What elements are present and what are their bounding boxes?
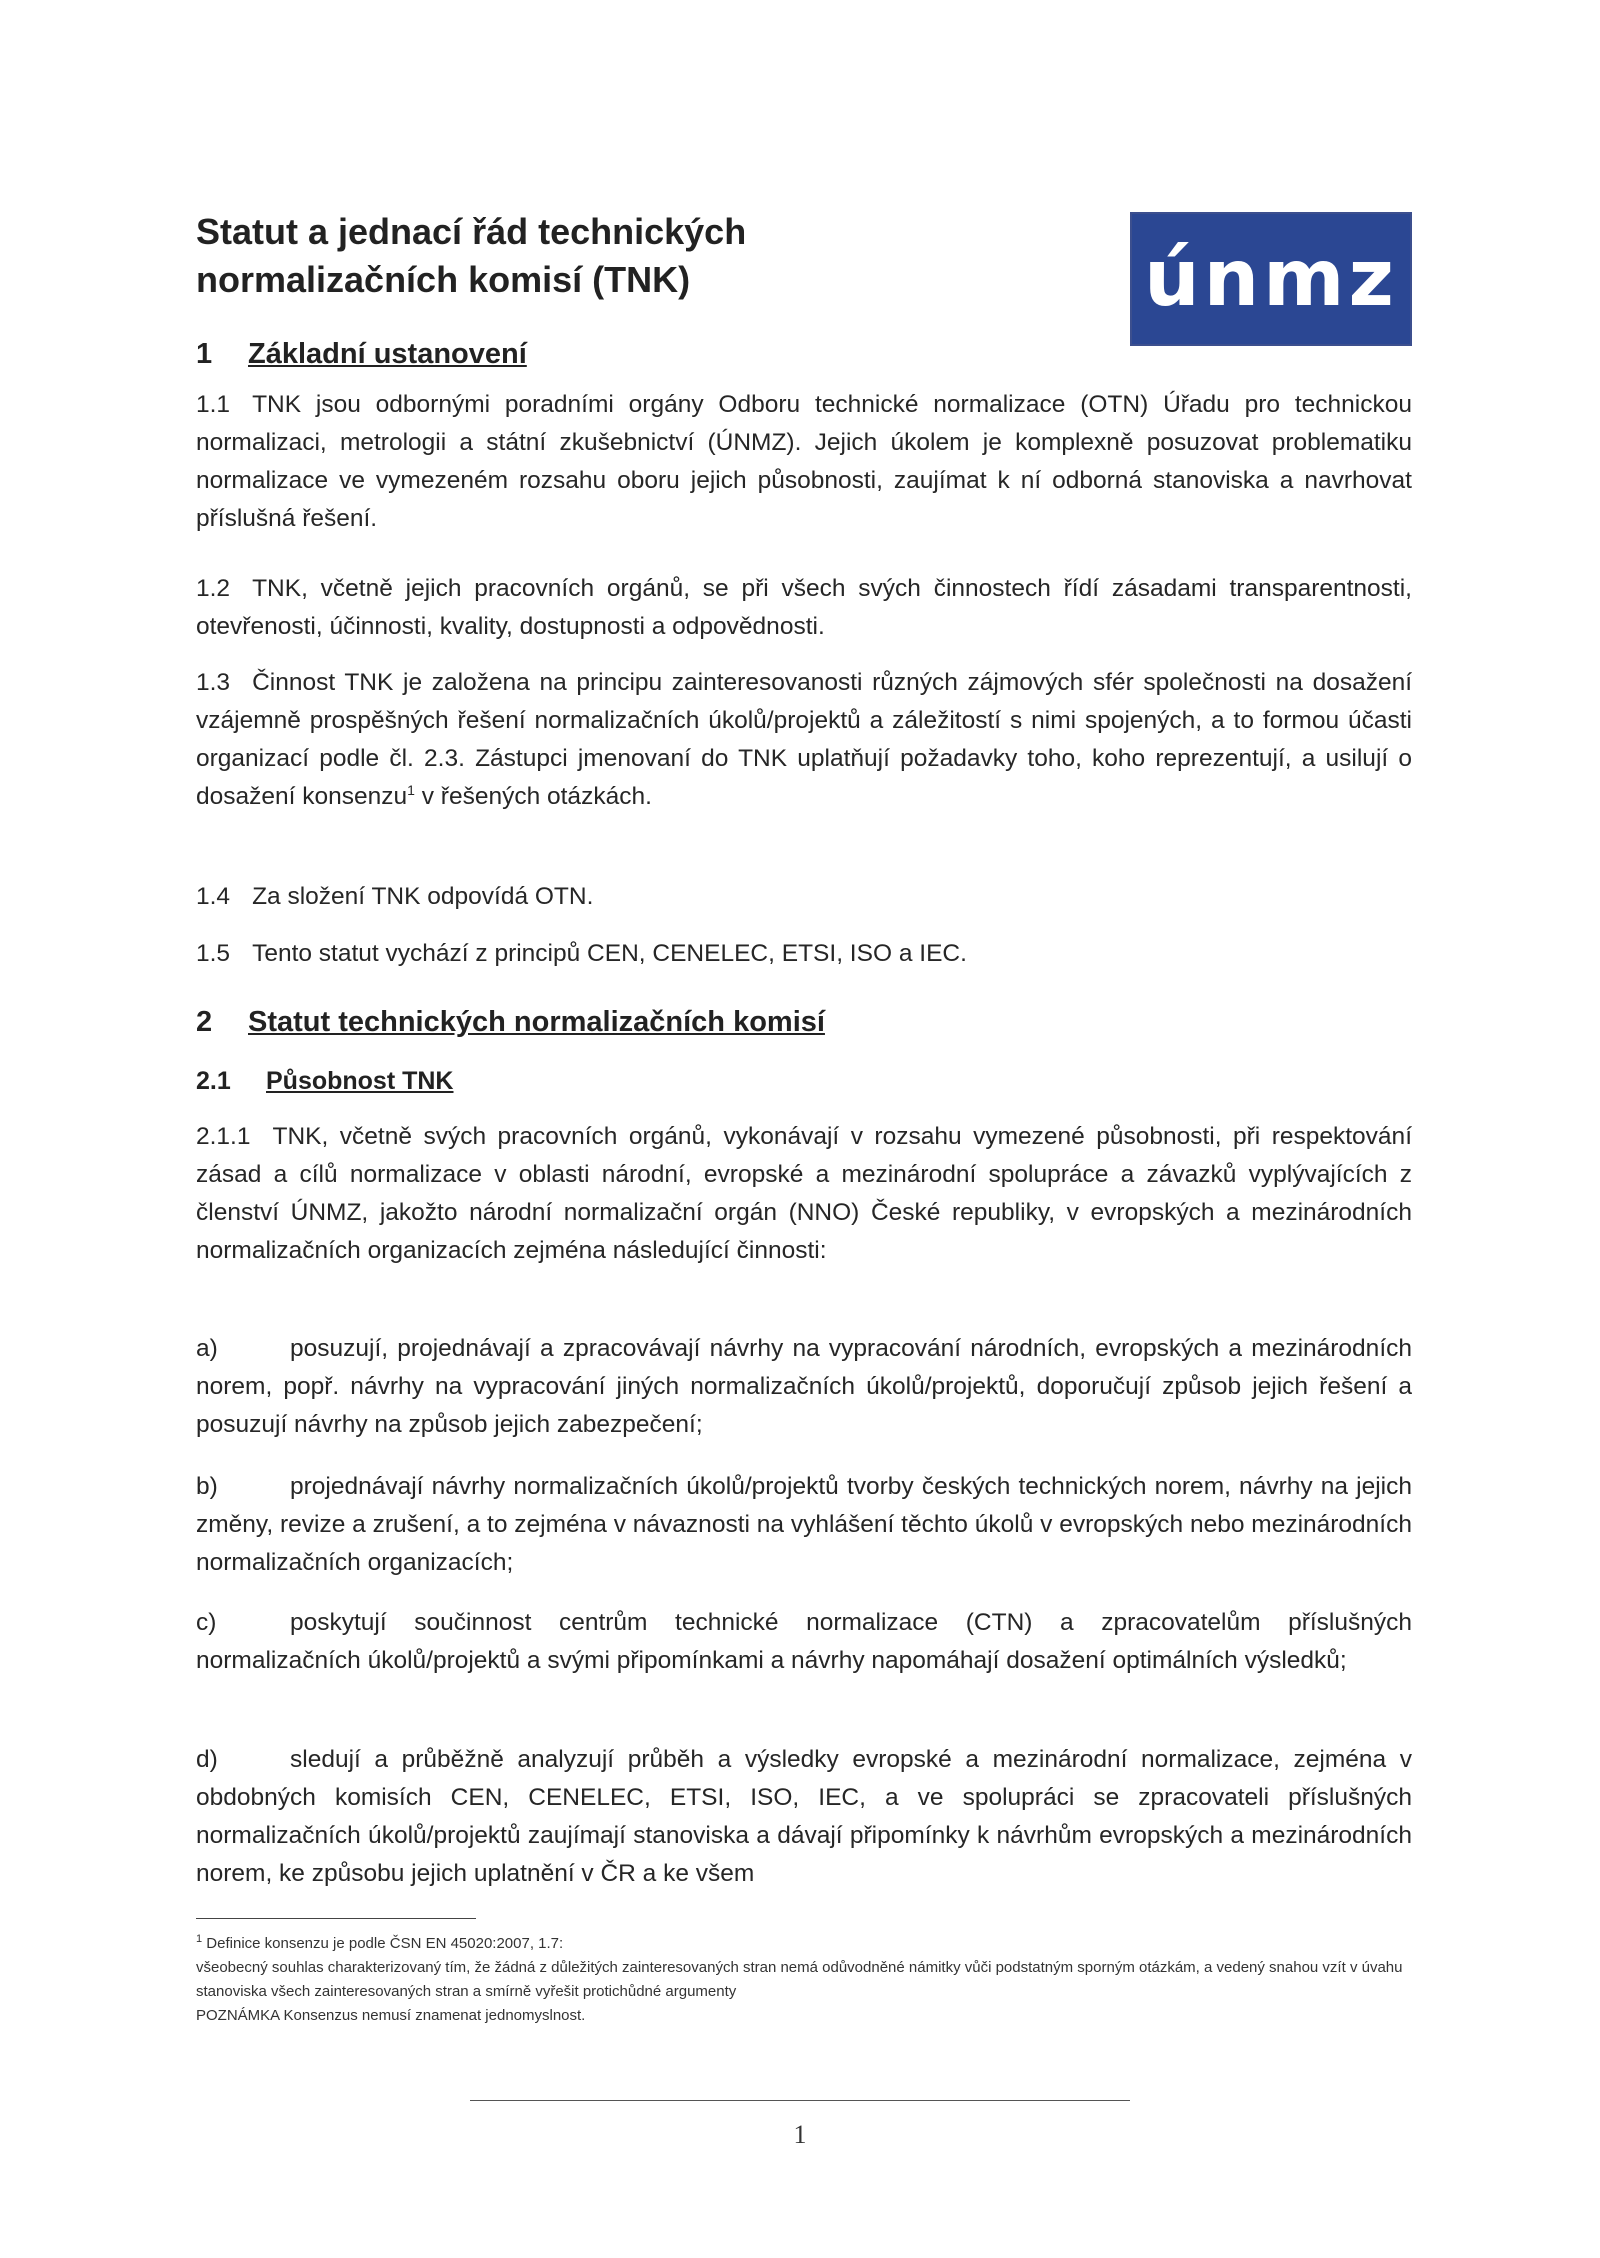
list-item-text: posuzují, projednávají a zpracovávají návrhy na vypracování národních, evropských a mezinárodních norem, popř. návrhy na vypracování jiných normalizačních úkolů/projektů, doporučují způsob jejich řešení a posuzují návrhy na způsob jejich zabezpečení; [196,1335,1412,1438]
footnote-line-3: POZNÁMKA Konsenzus nemusí znamenat jednomyslnost. [196,2007,586,2024]
paragraph-number: 1.5 [196,940,231,967]
list-item-text: poskytují součinnost centrům technické normalizace (CTN) a zpracovatelům příslušných normalizačních úkolů/projektů a svými připomínkami a návrhy napomáhají dosažení optimálních výsledků; [196,1609,1412,1674]
section-2-heading [196,1003,825,1041]
logo-text: únmz [1144,234,1398,324]
footnote-definition: Definice konsenzu je podle ČSN EN 45020:2007, 1.7: [206,1935,564,1952]
paragraph-text: Činnost TNK je založena na principu zainteresovanosti různých zájmových sfér společnosti na dosažení vzájemně prospěšných řešení normalizačních úkolů/projektů a záležitostí s nimi spojených, a to formou účasti organizací podle čl. 2.3. Zástupci jmenovaní do TNK uplatňují požadavky toho, koho reprezentují, a usilují o dosažení konsenzu [196,669,1412,810]
page-footer-rule [470,2100,1130,2101]
subsection-number: 2.1 [196,1067,231,1095]
section-title: Statut technických normalizačních komisí [248,1006,825,1038]
paragraph-2-1-1 [196,1118,1412,1270]
paragraph-1-2 [196,570,1412,646]
list-item-label: c) [196,1609,217,1636]
paragraph-number: 1.1 [196,391,231,418]
paragraph-1-3 [196,664,1412,816]
footnote-line-1 [196,1932,1412,1956]
footnote-separator [196,1918,476,1919]
paragraph-text: Za složení TNK odpovídá OTN. [252,883,594,910]
footnote [196,1932,1412,2028]
document-title [196,208,1096,304]
section-1-heading [196,335,527,373]
paragraph-number: 1.3 [196,669,231,696]
footnote-reference: 1 [407,781,415,798]
paragraph-1-4 [196,878,1412,916]
list-item-b [196,1468,1412,1582]
list-item-label: d) [196,1746,218,1773]
paragraph-text: TNK, včetně jejich pracovních orgánů, se při všech svých činnostech řídí zásadami transparentnosti, otevřenosti, účinnosti, kvality, dostupnosti a odpovědnosti. [196,575,1412,640]
subsection-2-1-heading [196,1064,454,1098]
subsection-title: Působnost TNK [266,1067,454,1095]
unmz-logo [1130,212,1412,346]
section-title: Základní ustanovení [248,338,527,370]
paragraph-text: Tento statut vychází z principů CEN, CENELEC, ETSI, ISO a IEC. [252,940,967,967]
paragraph-text-tail: v řešených otázkách. [414,783,652,810]
list-item-d [196,1741,1412,1893]
paragraph-text: TNK, včetně svých pracovních orgánů, vykonávají v rozsahu vymezené působnosti, při respektování zásad a cílů normalizace v oblasti národní, evropské a mezinárodní spolupráce a závazků vyplývajících z členství ÚNMZ, jakožto národní normalizační orgán (NNO) České republiky, v evropských a mezinárodních normalizačních organizacích zejména následující činnosti: [196,1123,1412,1264]
paragraph-number: 1.2 [196,575,231,602]
footnote-line-2: všeobecný souhlas charakterizovaný tím, že žádná z důležitých zainteresovaných stran nemá odůvodněné námitky vůči podstatným sporným otázkám, a vedený snahou vzít v úvahu stanoviska všech zainteresovaných stran a smírně vyřešit protichůdné argumenty [196,1959,1403,2000]
list-item-a [196,1330,1412,1444]
paragraph-text: TNK jsou odbornými poradními orgány Odboru technické normalizace (OTN) Úřadu pro technickou normalizaci, metrologii a státní zkušebnictví (ÚNMZ). Jejich úkolem je komplexně posuzovat problematiku normalizace ve vymezeném rozsahu oboru jejich působnosti, zaujímat k ní odborná stanoviska a navrhovat příslušná řešení. [196,391,1412,532]
list-item-text: sledují a průběžně analyzují průběh a výsledky evropské a mezinárodní normalizace, zejména v obdobných komisích CEN, CENELEC, ETSI, ISO, IEC, a ve spolupráci se zpracovateli příslušných normalizačních úkolů/projektů zaujímají stanoviska a dávají připomínky k návrhům evropských a mezinárodních norem, ke způsobu jejich uplatnění v ČR a ke všem [196,1746,1412,1887]
list-item-c [196,1604,1412,1680]
footnote-marker: 1 [196,1933,203,1945]
title-line-1: Statut a jednací řád technických [196,211,747,252]
list-item-text: projednávají návrhy normalizačních úkolů/projektů tvorby českých technických norem, návrhy na jejich změny, revize a zrušení, a to zejména v návaznosti na vyhlášení těchto úkolů v evropských nebo mezinárodních normalizačních organizacích; [196,1473,1412,1576]
paragraph-number: 2.1.1 [196,1123,251,1150]
paragraph-number: 1.4 [196,883,231,910]
page-number: 1 [793,2120,807,2149]
list-item-label: b) [196,1473,218,1500]
section-number: 2 [196,1006,213,1038]
paragraph-1-5 [196,935,1412,973]
paragraph-1-1 [196,386,1412,538]
title-line-2: normalizačních komisí (TNK) [196,259,691,300]
section-number: 1 [196,338,213,370]
list-item-label: a) [196,1335,218,1362]
